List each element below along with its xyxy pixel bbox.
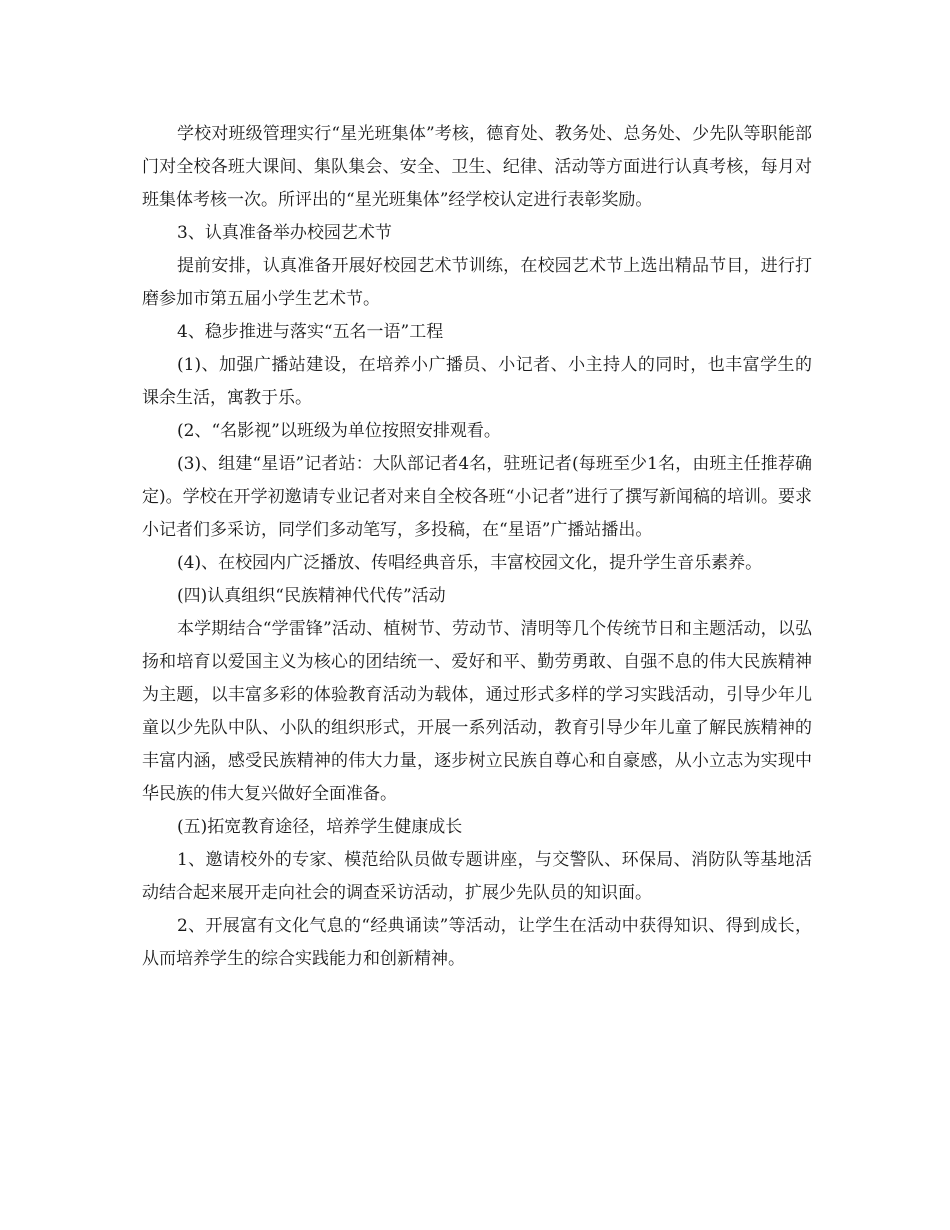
paragraph-film-viewing: (2、“名影视”以班级为单位按照安排观看。: [177, 421, 501, 441]
heading-art-festival: 3、认真准备举办校园艺术节: [177, 223, 392, 243]
paragraph-expert-lectures: 1、邀请校外的专家、模范给队员做专题讲座，与交警队、环保局、消防队等基地活动结合起来展开走向社会的调查采访活动，扩展少先队员的知识面。: [142, 850, 812, 903]
paragraph-star-class-assessment: 学校对班级管理实行“星光班集体”考核，德育处、教务处、总务处、少先队等职能部门对全校各班大课间、集队集会、安全、卫生、纪律、活动等方面进行认真考核，每月对班集体考核一次。所评出的“星光班集体”经学校认定进行表彰奖励。: [142, 124, 812, 210]
paragraph-classic-reading: 2、开展富有文化气息的“经典诵读”等活动，让学生在活动中获得知识、得到成长，从而培养学生的综合实践能力和创新精神。: [142, 916, 812, 969]
paragraph-broadcast-station: (1)、加强广播站建设，在培养小广播员、小记者、小主持人的同时，也丰富学生的课余生活，寓教于乐。: [142, 355, 812, 408]
heading-national-spirit: (四)认真组织“民族精神代代传”活动: [177, 586, 446, 606]
heading-five-names-project: 4、稳步推进与落实“五名一语”工程: [177, 322, 444, 342]
document-body: [142, 118, 812, 976]
paragraph-national-spirit: 本学期结合“学雷锋”活动、植树节、劳动节、清明等几个传统节日和主题活动，以弘扬和培育以爱国主义为核心的团结统一、爱好和平、勤劳勇敢、自强不息的伟大民族精神为主题，以丰富多彩的体验教育活动为载体，通过形式多样的学习实践活动，引导少年儿童以少先队中队、小队的组织形式，开展一系列活动，教育引导少年儿童了解民族精神的丰富内涵，感受民族精神的伟大力量，逐步树立民族自尊心和自豪感，从小立志为实现中华民族的伟大复兴做好全面准备。: [142, 619, 812, 804]
heading-education-channels: (五)拓宽教育途径，培养学生健康成长: [177, 817, 463, 837]
paragraph-art-festival: 提前安排，认真准备开展好校园艺术节训练，在校园艺术节上选出精品节目，进行打磨参加市第五届小学生艺术节。: [142, 256, 812, 309]
paragraph-classic-music: (4)、在校园内广泛播放、传唱经典音乐，丰富校园文化，提升学生音乐素养。: [177, 553, 763, 573]
paragraph-reporter-station: (3)、组建“星语”记者站：大队部记者4名，驻班记者(每班至少1名，由班主任推荐确定)。学校在开学初邀请专业记者对来自全校各班“小记者”进行了撰写新闻稿的培训。要求小记者们多采访，同学们多动笔写，多投稿，在“星语”广播站播出。: [142, 454, 813, 540]
